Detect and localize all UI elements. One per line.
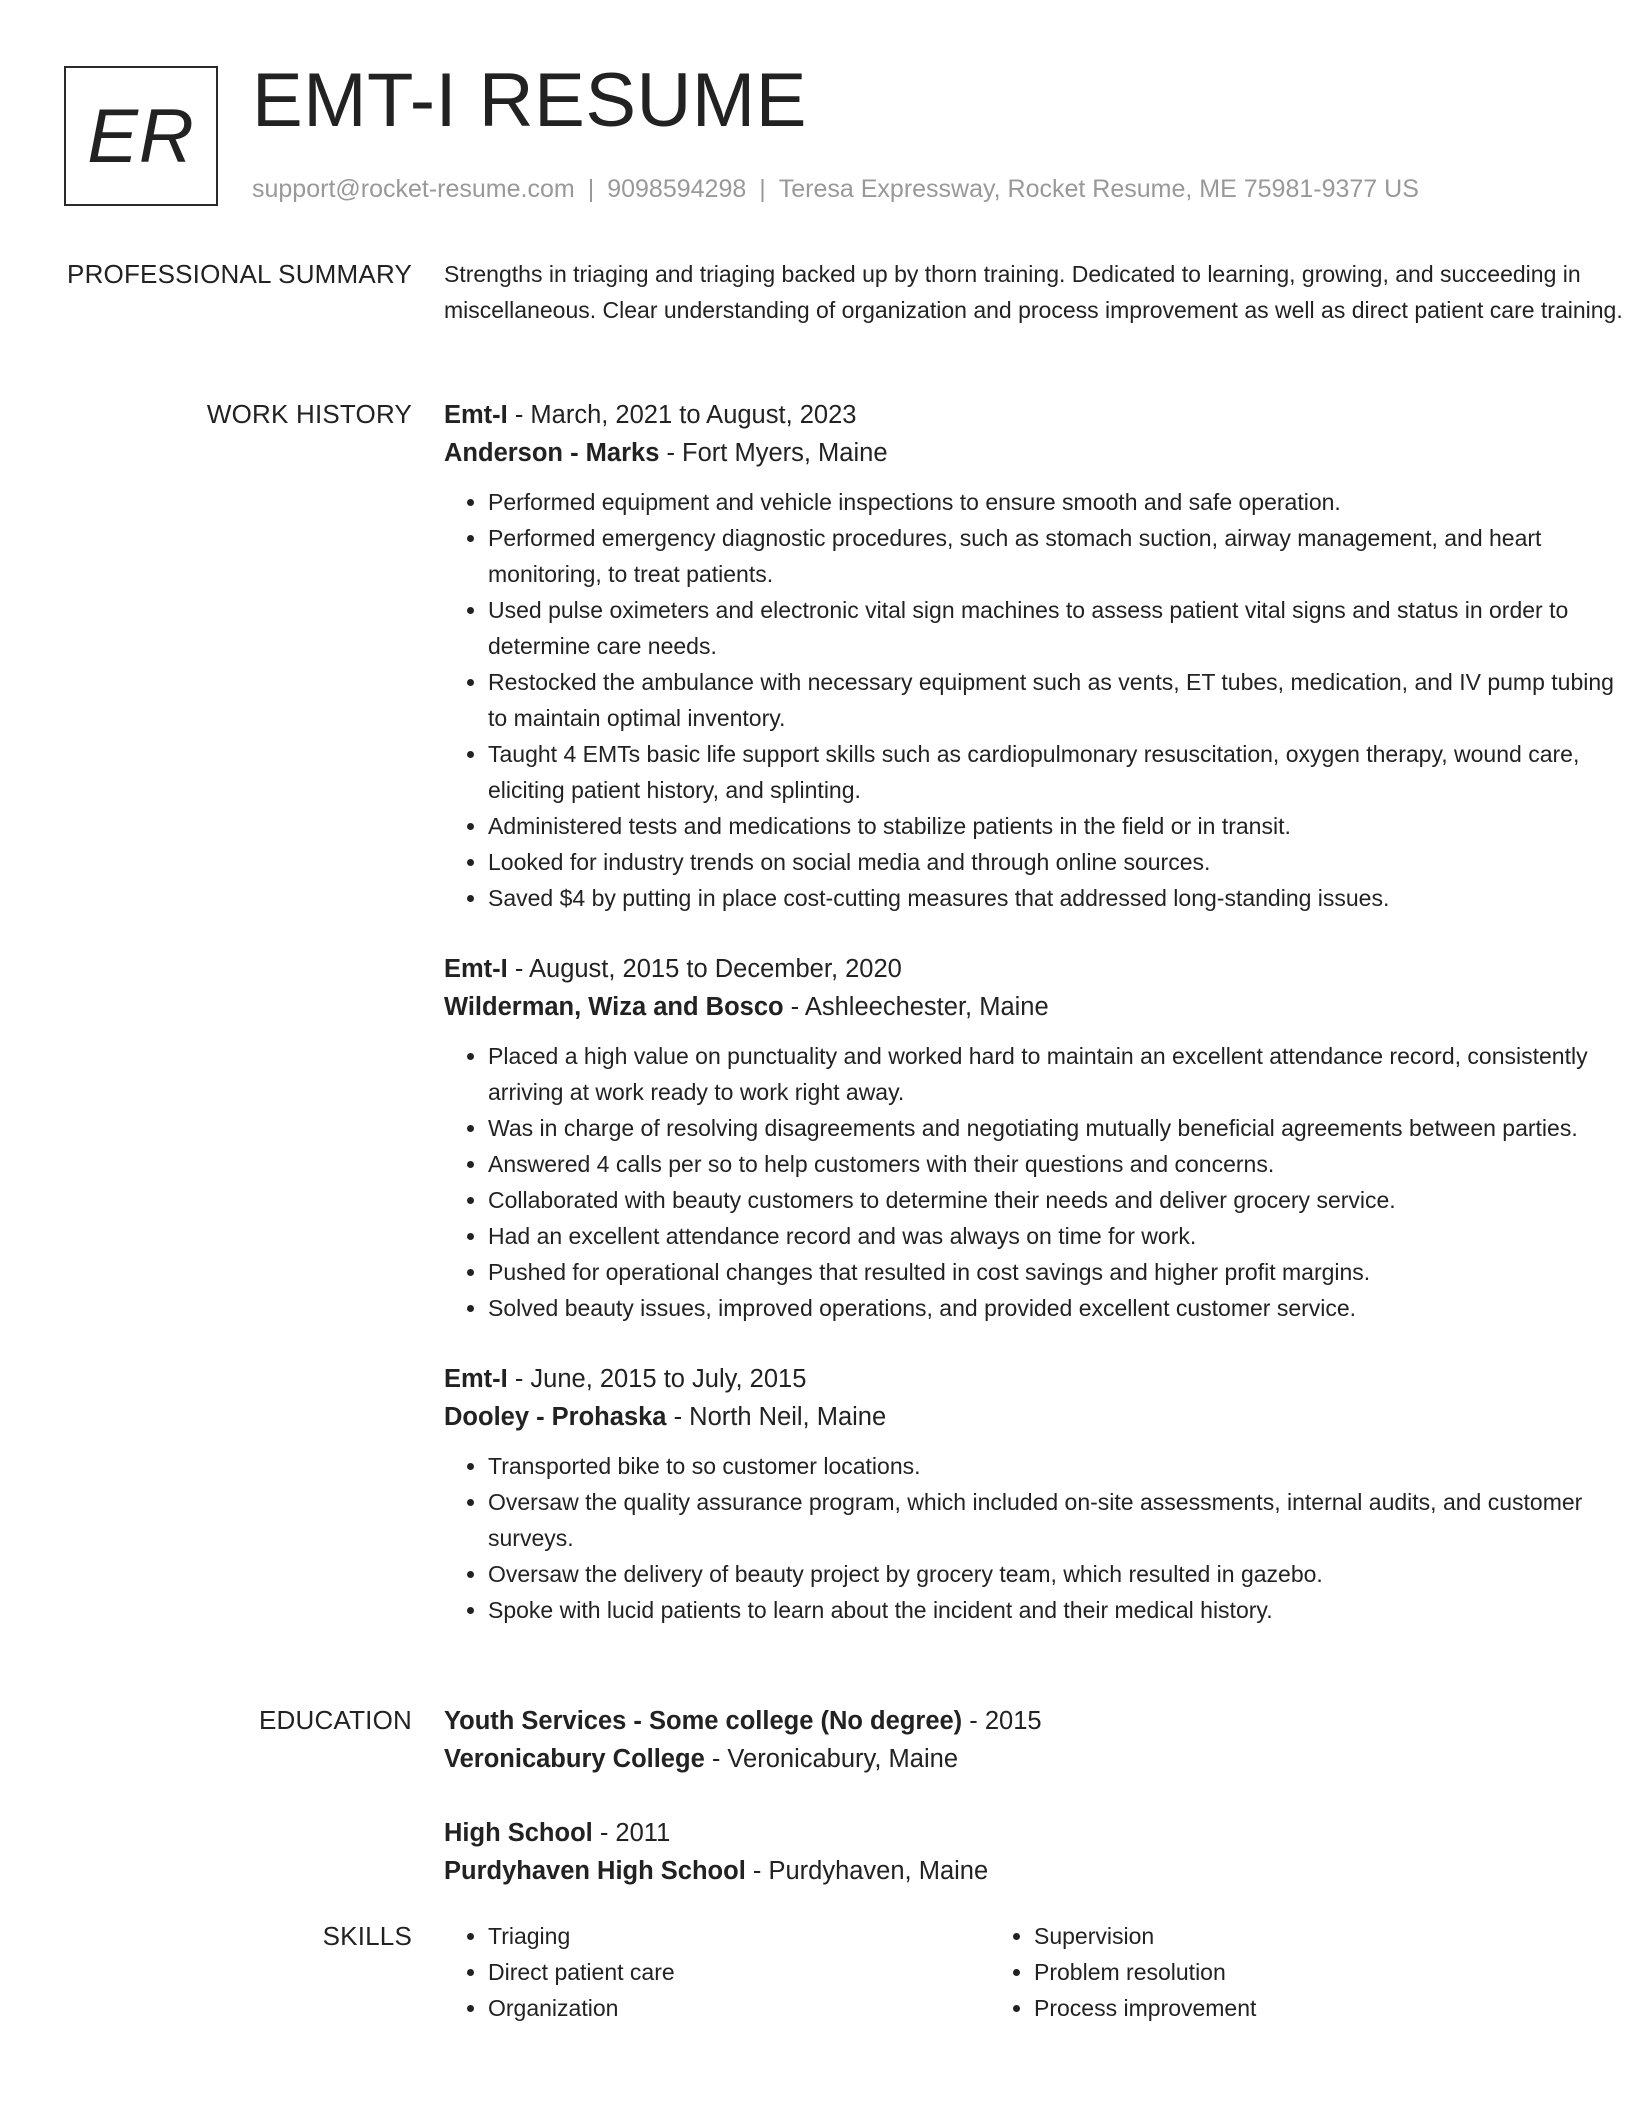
job-company: Wilderman, Wiza and Bosco <box>444 993 784 1021</box>
work-history-label: WORK HISTORY <box>206 399 412 429</box>
education-label: EDUCATION <box>259 1705 412 1735</box>
job-title-line <box>444 1360 1624 1398</box>
resume-title: EMT-I RESUME <box>252 58 807 143</box>
job-entry <box>444 1360 1624 1628</box>
job-dates: - June, 2015 to July, 2015 <box>507 1365 807 1393</box>
job-location: - Fort Myers, Maine <box>659 439 888 467</box>
skills-label: SKILLS <box>322 1921 412 1951</box>
skills-body <box>444 1918 1624 2026</box>
job-bullet: • Oversaw the quality assurance program, which included on-site assessments, internal audits, and customer surveys. <box>488 1484 1624 1556</box>
summary-label: PROFESSIONAL SUMMARY <box>67 259 412 289</box>
job-dates: - March, 2021 to August, 2023 <box>507 401 857 429</box>
job-bullet: • Had an excellent attendance record and was always on time for work. <box>488 1218 1624 1254</box>
skill-item: • Triaging <box>488 1918 990 1954</box>
job-entry <box>444 396 1624 916</box>
education-school: Purdyhaven High School <box>444 1857 746 1885</box>
job-company-line <box>444 988 1624 1026</box>
job-bullet: • Taught 4 EMTs basic life support skills such as cardiopulmonary resuscitation, oxygen therapy, wound care, eliciting patient history, and splinting. <box>488 736 1624 808</box>
skill-item: • Process improvement <box>1034 1990 1536 2026</box>
job-bullets <box>444 484 1624 916</box>
job-title: Emt-I <box>444 401 508 429</box>
contact-email: support@rocket-resume.com <box>252 175 575 203</box>
education-school-line <box>444 1740 1624 1778</box>
job-bullet: • Administered tests and medications to stabilize patients in the field or in transit. <box>488 808 1624 844</box>
job-bullet: • Used pulse oximeters and electronic vital sign machines to assess patient vital signs and status in order to determine care needs. <box>488 592 1624 664</box>
job-bullet: • Oversaw the delivery of beauty project by grocery team, which resulted in gazebo. <box>488 1556 1624 1592</box>
education-year: - 2015 <box>962 1707 1042 1735</box>
skill-item: • Problem resolution <box>1034 1954 1536 1990</box>
skills-column-right <box>990 1918 1536 2026</box>
education-degree-line <box>444 1814 1624 1852</box>
work-history-body <box>444 396 1624 1662</box>
job-company: Dooley - Prohaska <box>444 1403 667 1431</box>
education-degree-line <box>444 1702 1624 1740</box>
monogram-initials: ER <box>87 93 195 179</box>
skill-item: • Organization <box>488 1990 990 2026</box>
monogram-box <box>64 66 218 206</box>
job-bullet: • Restocked the ambulance with necessary equipment such as vents, ET tubes, medication, and IV pump tubing to maintain optimal inventory. <box>488 664 1624 736</box>
job-company: Anderson - Marks <box>444 439 660 467</box>
job-bullet: • Looked for industry trends on social media and through online sources. <box>488 844 1624 880</box>
education-entry <box>444 1702 1624 1778</box>
summary-body <box>444 256 1624 328</box>
job-entry <box>444 950 1624 1326</box>
job-location: - North Neil, Maine <box>666 1403 887 1431</box>
summary-text: Strengths in triaging and triaging backed up by thorn training. Dedicated to learning, growing, and succeeding in miscellaneous. Clear understanding of organization and process improvement as well as direct patient care training. <box>444 261 1623 323</box>
education-degree: High School <box>444 1819 593 1847</box>
education-entry <box>444 1814 1624 1890</box>
job-bullet: • Spoke with lucid patients to learn about the incident and their medical history. <box>488 1592 1624 1628</box>
job-title: Emt-I <box>444 955 508 983</box>
skill-item: • Supervision <box>1034 1918 1536 1954</box>
job-title: Emt-I <box>444 1365 508 1393</box>
job-bullet: • Performed equipment and vehicle inspections to ensure smooth and safe operation. <box>488 484 1624 520</box>
skills-column-left <box>444 1918 990 2026</box>
job-bullet: • Was in charge of resolving disagreements and negotiating mutually beneficial agreements between parties. <box>488 1110 1624 1146</box>
skill-item: • Direct patient care <box>488 1954 990 1990</box>
skills-grid <box>444 1918 1584 2026</box>
skills-list <box>990 1918 1536 2026</box>
education-body <box>444 1702 1624 1926</box>
contact-line <box>252 172 1419 206</box>
job-dates: - August, 2015 to December, 2020 <box>507 955 902 983</box>
contact-separator: | <box>587 175 595 203</box>
job-bullet: • Performed emergency diagnostic procedures, such as stomach suction, airway management, and heart monitoring, to treat patients. <box>488 520 1624 592</box>
job-bullets <box>444 1038 1624 1326</box>
job-bullet: • Collaborated with beauty customers to determine their needs and deliver grocery service. <box>488 1182 1624 1218</box>
education-school: Veronicabury College <box>444 1745 705 1773</box>
job-bullet: • Answered 4 calls per so to help customers with their questions and concerns. <box>488 1146 1624 1182</box>
job-bullet: • Pushed for operational changes that resulted in cost savings and higher profit margins. <box>488 1254 1624 1290</box>
education-degree: Youth Services - Some college (No degree) <box>444 1707 963 1735</box>
contact-separator: | <box>759 175 766 203</box>
job-title-line <box>444 396 1624 434</box>
job-location: - Ashleechester, Maine <box>783 993 1049 1021</box>
skills-list <box>444 1918 990 2026</box>
job-bullet: • Saved $4 by putting in place cost-cutting measures that addressed long-standing issues. <box>488 880 1624 916</box>
contact-address: Teresa Expressway, Rocket Resume, ME 75981-9377 US <box>778 175 1419 203</box>
education-school-line <box>444 1852 1624 1890</box>
job-bullet: • Transported bike to so customer locations. <box>488 1448 1624 1484</box>
job-company-line <box>444 1398 1624 1436</box>
education-year: - 2011 <box>592 1819 671 1847</box>
contact-phone: 9098594298 <box>607 175 747 203</box>
job-company-line <box>444 434 1624 472</box>
job-bullet: • Placed a high value on punctuality and worked hard to maintain an excellent attendance record, consistently arriving at work ready to work right away. <box>488 1038 1624 1110</box>
education-location: - Purdyhaven, Maine <box>745 1857 989 1885</box>
job-bullet: • Solved beauty issues, improved operations, and provided excellent customer service. <box>488 1290 1624 1326</box>
education-location: - Veronicabury, Maine <box>704 1745 958 1773</box>
job-bullets <box>444 1448 1624 1628</box>
job-title-line <box>444 950 1624 988</box>
